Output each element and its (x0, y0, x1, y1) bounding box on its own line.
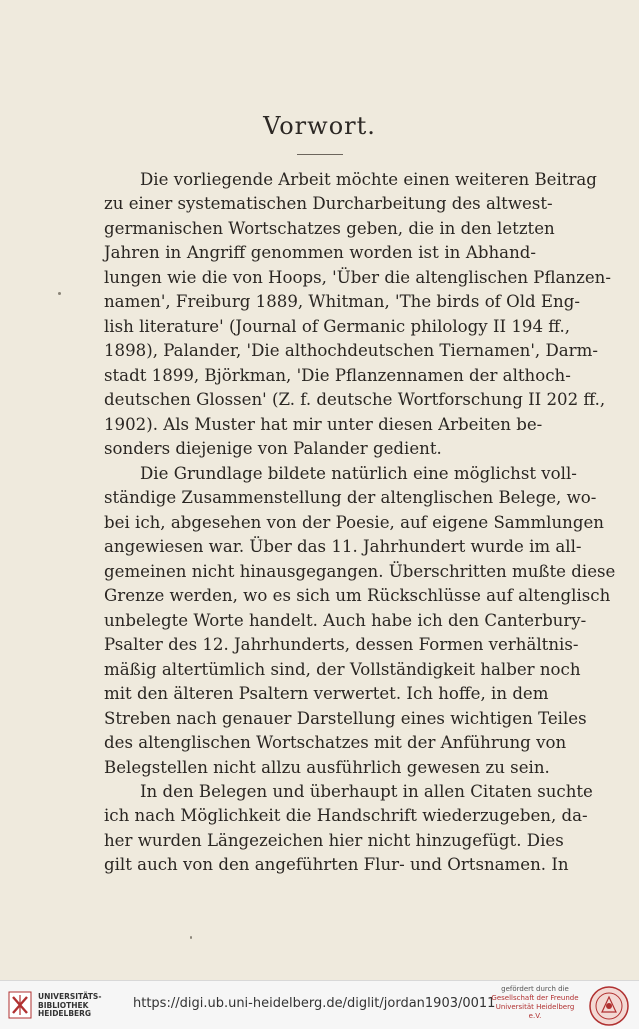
text-line: Psalter des 12. Jahrhunderts, dessen Formen verhältnis- (104, 635, 579, 655)
sponsor-text (490, 985, 580, 1021)
page-title: Vorwort. (263, 112, 376, 140)
text-line: Die Grundlage bildete natürlich eine möglichst voll- (140, 463, 577, 483)
text-line: angewiesen war. Über das 11. Jahrhundert wurde im all- (104, 537, 582, 557)
library-logo-icon (8, 991, 32, 1019)
library-name (38, 993, 101, 1019)
text-line: zu einer systematischen Durcharbeitung des altwest- (104, 194, 553, 214)
text-line: sonders diejenige von Palander gedient. (104, 439, 442, 459)
text-line: Die vorliegende Arbeit möchte einen weiteren Beitrag (140, 170, 597, 189)
title-divider (297, 154, 343, 155)
text-line: des altenglischen Wortschatzes mit der Anführung von (104, 733, 567, 753)
text-line: 1898), Palander, 'Die althochdeutschen Tiernamen', Darm- (104, 341, 598, 361)
text-line: ständige Zusammenstellung der altenglischen Belege, wo- (104, 488, 597, 508)
text-line: ich nach Möglichkeit die Handschrift wiederzugeben, da- (104, 806, 588, 826)
permalink-url[interactable]: https://digi.ub.uni-heidelberg.de/diglit/jordan1903/0011 (133, 996, 496, 1011)
text-line: Belegstellen nicht allzu ausführlich gewesen zu sein. (104, 757, 550, 777)
footer-bar (0, 980, 639, 1029)
text-line: lungen wie die von Hoops, 'Über die altenglischen Pflanzen- (104, 267, 611, 287)
text-line: stadt 1899, Björkman, 'Die Pflanzennamen der althoch- (104, 365, 571, 385)
sponsor-intro: gefördert durch die (501, 985, 569, 993)
ink-speck (190, 936, 192, 939)
text-line: mit den älteren Psaltern verwertet. Ich hoffe, in dem (104, 684, 549, 704)
text-line: Grenze werden, wo es sich um Rückschlüsse auf altenglisch (104, 586, 611, 606)
sponsor-org-line: Gesellschaft der Freunde (491, 994, 579, 1002)
ink-speck (58, 292, 61, 295)
library-name-line: UNIVERSITÄTS- (38, 992, 102, 1001)
text-line: bei ich, abgesehen von der Poesie, auf eigene Sammlungen (104, 512, 604, 532)
text-line: mäßig altertümlich sind, der Vollständigkeit halber noch (104, 659, 581, 679)
text-line: Streben nach genauer Darstellung eines wichtigen Teiles (104, 708, 587, 728)
library-name-line: HEIDELBERG (38, 1009, 92, 1018)
text-line: namen', Freiburg 1889, Whitman, 'The birds of Old Eng- (104, 292, 580, 312)
text-line: unbelegte Worte handelt. Auch habe ich den Canterbury- (104, 610, 587, 630)
university-seal-icon (588, 985, 630, 1027)
text-line: gemeinen nicht hinausgegangen. Überschritten mußte diese (104, 561, 616, 581)
sponsor-org-line: Universität Heidelberg e.V. (495, 1003, 575, 1020)
text-line: lish literature' (Journal of Germanic philology II 194 ff., (104, 316, 571, 336)
text-line: Jahren in Angriff genommen worden ist in Abhand- (104, 243, 536, 263)
text-line: deutschen Glossen' (Z. f. deutsche Wortforschung II 202 ff., (104, 390, 606, 410)
text-line: 1902). Als Muster hat mir unter diesen Arbeiten be- (104, 414, 543, 434)
text-line: germanischen Wortschatzes geben, die in den letzten (104, 218, 555, 238)
text-line: her wurden Längezeichen hier nicht hinzugefügt. Dies (104, 830, 564, 850)
library-name-line: BIBLIOTHEK (38, 1000, 89, 1010)
text-line: gilt auch von den angeführten Flur- und Ortsnamen. In (104, 855, 569, 875)
text-line: In den Belegen und überhaupt in allen Citaten suchte (140, 782, 593, 801)
